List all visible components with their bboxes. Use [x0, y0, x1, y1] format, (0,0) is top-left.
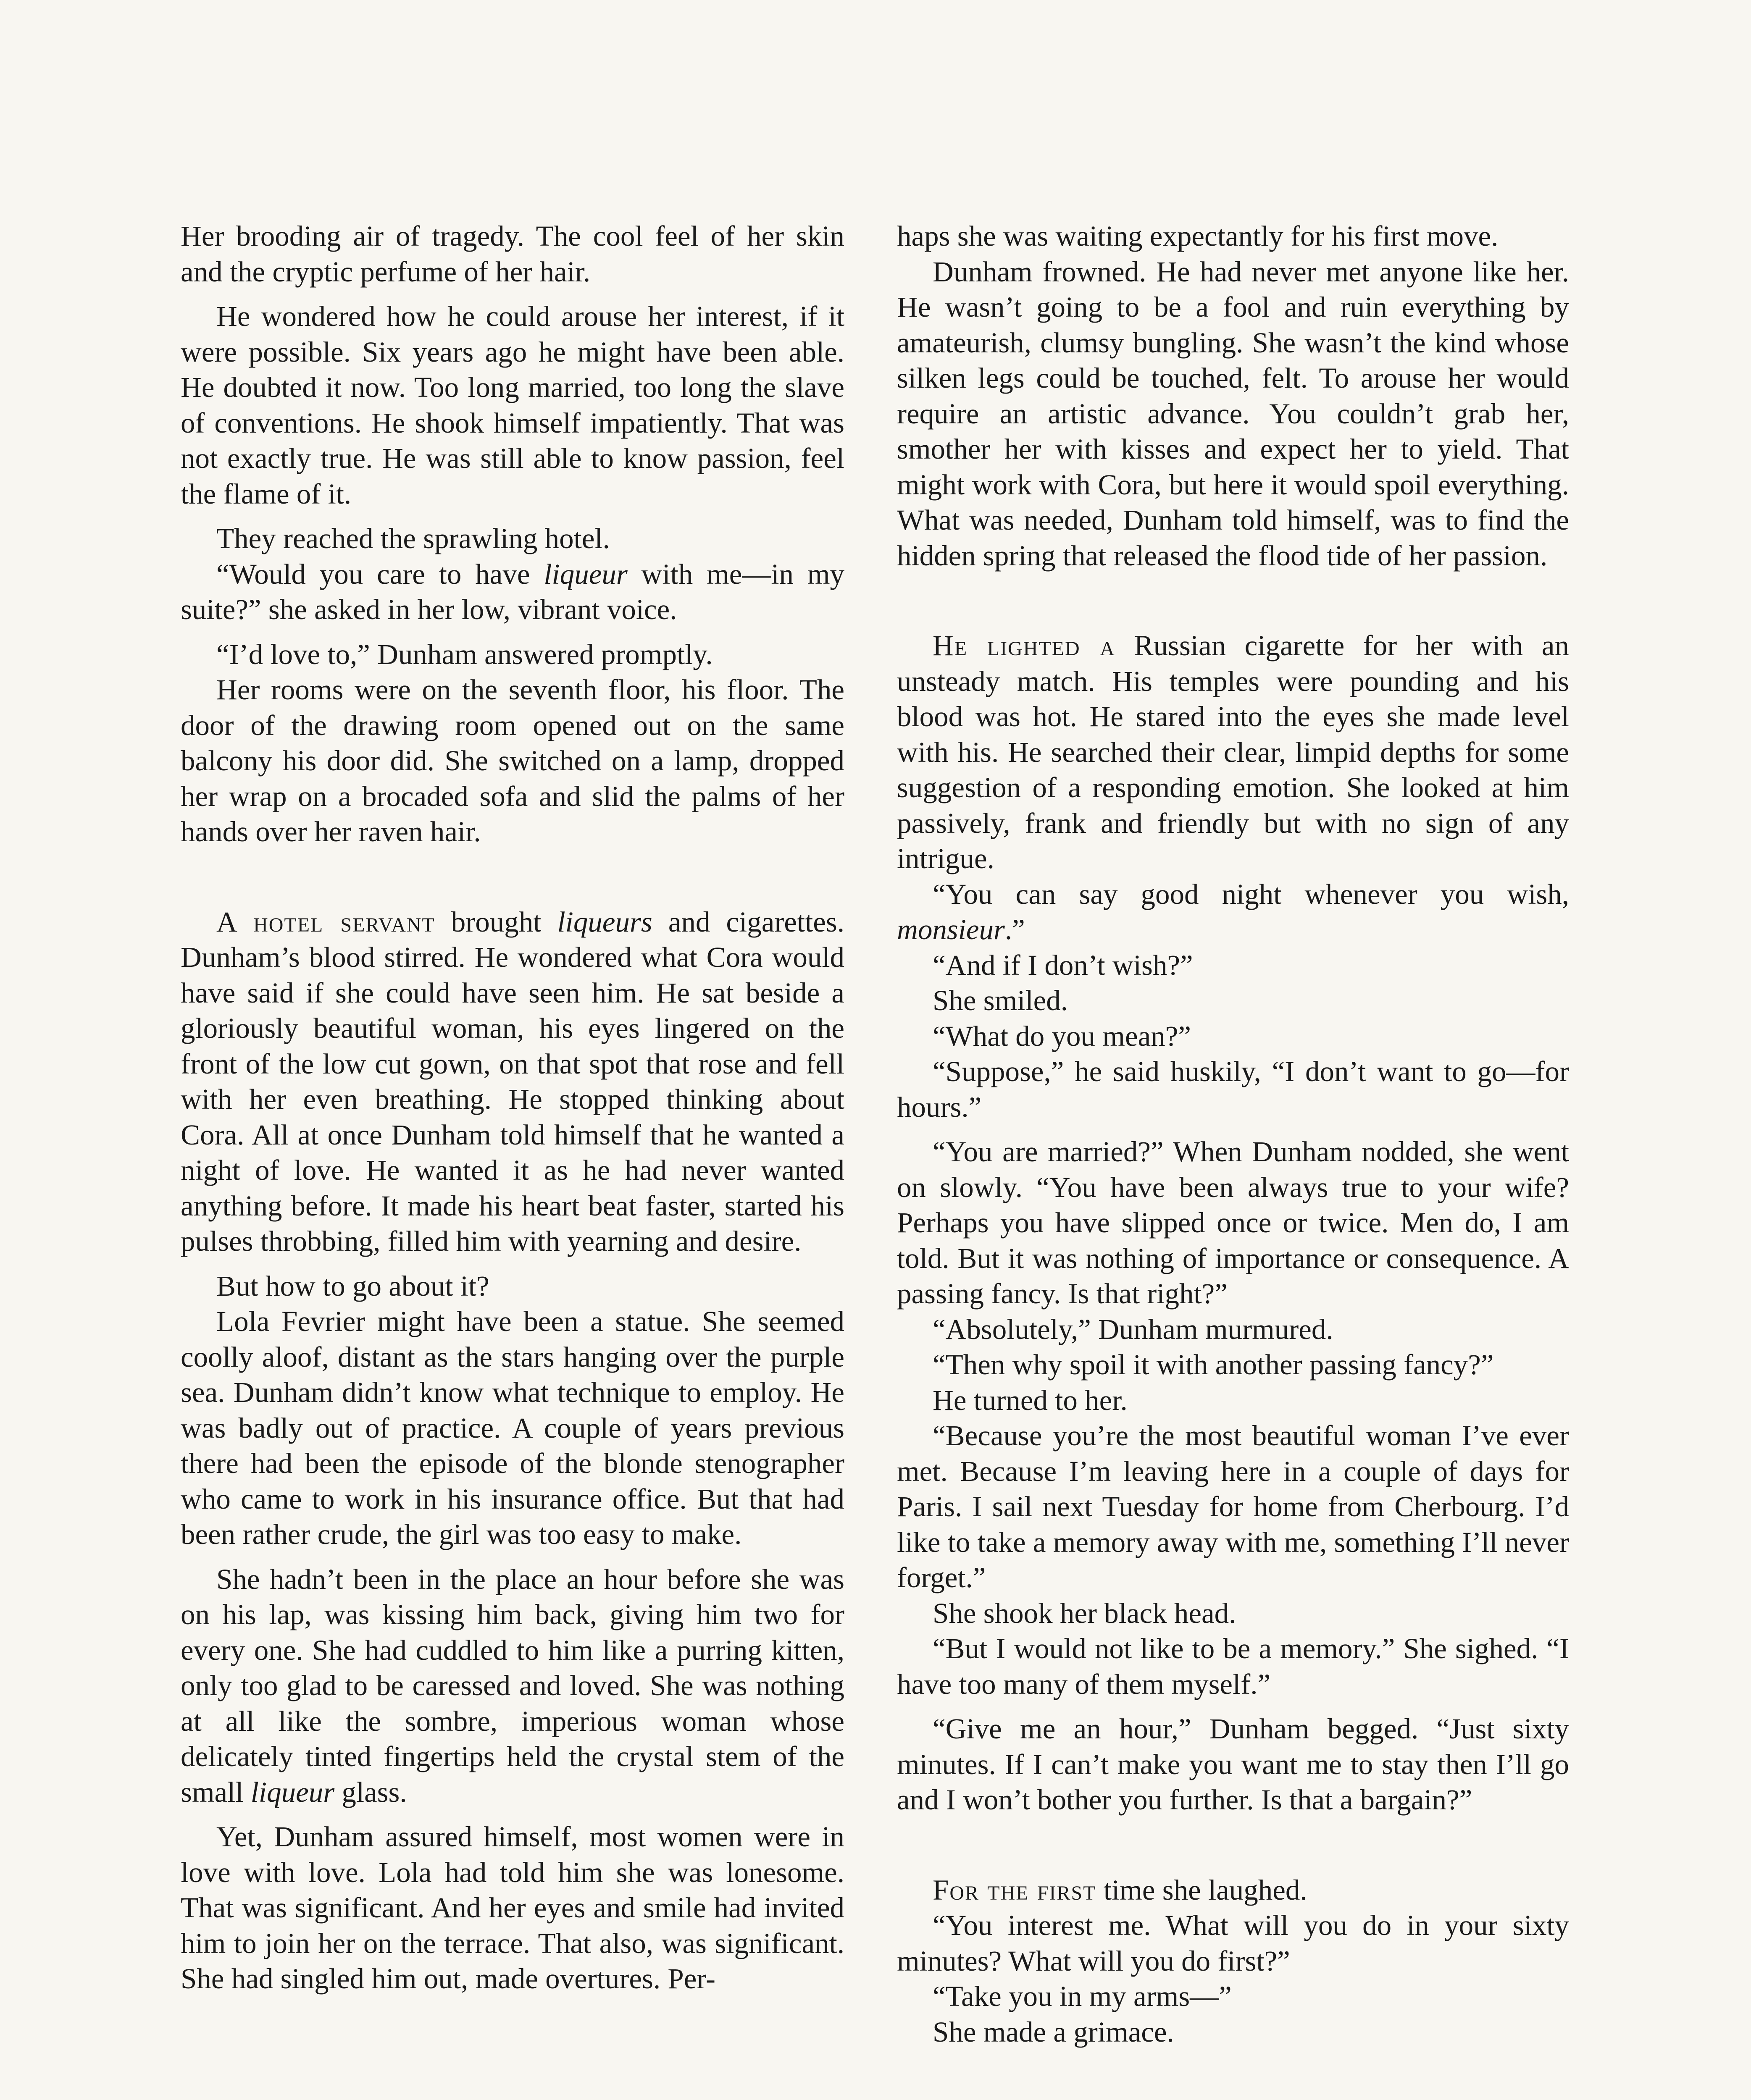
paragraph: She shook her black head. [933, 1597, 1236, 1629]
paragraph: “Then why spoil it with another passing fancy?” [933, 1349, 1494, 1381]
section-lead-in: For the first [933, 1874, 1096, 1906]
paragraph: She hadn’t been in the place an hour before she was on his lap, was kissing him back, giving him two for every one. She had cuddled to him like a purring kitten, only too glad to be caressed and loved. She was nothing at all like the sombre, imperious woman whose delicately tinted fingertips held the crystal stem of the small liqueur glass. [181, 1563, 844, 1808]
section-lead-in: He lighted a [933, 630, 1115, 662]
paragraph: “Take you in my arms—” [933, 1980, 1232, 2012]
paragraph: She smiled. [933, 984, 1068, 1016]
paragraph: Dunham frowned. He had never met anyone like her. He wasn’t going to be a fool and ruin everything by amateurish, clumsy bungling. She wasn’t the kind whose silken legs could be touched, felt. To arouse her would require an artistic advance. You couldn’t grab her, smother her with kisses and expect her to yield. That might work with Cora, but here it would spoil everything. What was needed, Dunham told himself, was to find the hidden spring that released the flood tide of her passion. [897, 255, 1569, 572]
left-column [181, 218, 844, 1997]
paragraph: She made a grimace. [933, 2016, 1174, 2048]
paragraph: Lola Fevrier might have been a statue. She seemed coolly aloof, distant as the stars hanging over the purple sea. Dunham didn’t know what technique to employ. He was badly out of practice. A couple of years previous there had been the episode of the blonde stenographer who came to work in his insurance office. But that had been rather crude, the girl was too easy to make. [181, 1305, 844, 1550]
paragraph: “What do you mean?” [933, 1020, 1191, 1052]
paragraph: “But I would not like to be a memory.” She sighed. “I have too many of them myself.” [897, 1633, 1569, 1700]
paragraph: “Because you’re the most beautiful woman I’ve ever met. Because I’m leaving here in a couple of days for Paris. I sail next Tuesday for home from Cherbourg. I’d like to take a memory away with me, something I’ll never forget.” [897, 1420, 1569, 1593]
paragraph: “Would you care to have liqueur with me—in my suite?” she asked in her low, vibrant voice. [181, 558, 845, 625]
paragraph: haps she was waiting expectantly for his first move. [897, 220, 1499, 252]
paragraph: “Absolutely,” Dunham murmured. [933, 1313, 1333, 1345]
paragraph: “And if I don’t wish?” [933, 949, 1193, 981]
section-lead-in: A hotel servant [216, 906, 435, 938]
paragraph: But how to go about it? [216, 1270, 489, 1302]
section-paragraph: A hotel servant brought liqueurs and cigarettes. Dunham’s blood stirred. He wondered what Cora would have said if she could have seen him. He sat beside a gloriously beautiful woman, his eyes lingered on the front of the low cut gown, on that spot that rose and fell with her even breathing. He stopped thinking about Cora. All at once Dunham told himself that he wanted a night of love. He wanted it as he had never wanted anything before. It made his heart beat faster, started his pulses throbbing, filled him with yearning and desire. [181, 906, 844, 1257]
paragraph: Her brooding air of tragedy. The cool feel of her skin and the cryptic perfume of her hair. [181, 220, 844, 288]
section-paragraph: For the first time she laughed. [933, 1874, 1307, 1906]
right-column [897, 218, 1569, 2050]
paragraph: “Give me an hour,” Dunham begged. “Just sixty minutes. If I can’t make you want me to stay then I’ll go and I won’t bother you further. Is that a bargain?” [897, 1713, 1569, 1816]
paragraph: “You are married?” When Dunham nodded, she went on slowly. “You have been always true to your wife? Perhaps you have slipped once or twice. Men do, I am told. But it was nothing of importance or consequence. A passing fancy. Is that right?” [897, 1136, 1569, 1310]
paragraph: “I’d love to,” Dunham answered promptly. [216, 638, 713, 670]
paragraph: He turned to her. [933, 1384, 1128, 1416]
paragraph: “You interest me. What will you do in your sixty minutes? What will you do first?” [897, 1909, 1569, 1977]
paragraph: They reached the sprawling hotel. [216, 522, 610, 554]
paragraph: Her rooms were on the seventh floor, his floor. The door of the drawing room opened out on the same balcony his door did. She switched on a lamp, dropped her wrap on a brocaded sofa and slid the palms of her hands over her raven hair. [181, 674, 844, 848]
section-paragraph: He lighted a Russian cigarette for her with an unsteady match. His temples were pounding and his blood was hot. He stared into the eyes she made level with his. He searched their clear, limpid depths for some suggestion of a responding emotion. She looked at him passively, frank and friendly but with no sign of any intrigue. [897, 630, 1569, 874]
paragraph: “You can say good night whenever you wish, monsieur.” [897, 878, 1569, 945]
paragraph: Yet, Dunham assured himself, most women were in love with love. Lola had told him she was lonesome. That was significant. And her eyes and smile had invited him to join her on the terrace. That also, was significant. She had singled him out, made overtures. Per- [181, 1821, 844, 1995]
paragraph: “Suppose,” he said huskily, “I don’t want to go—for hours.” [897, 1055, 1569, 1123]
paragraph: He wondered how he could arouse her interest, if it were possible. Six years ago he might have been able. He doubted it now. Too long married, too long the slave of conventions. He shook himself impatiently. That was not exactly true. He was still able to know passion, feel the flame of it. [181, 300, 844, 510]
